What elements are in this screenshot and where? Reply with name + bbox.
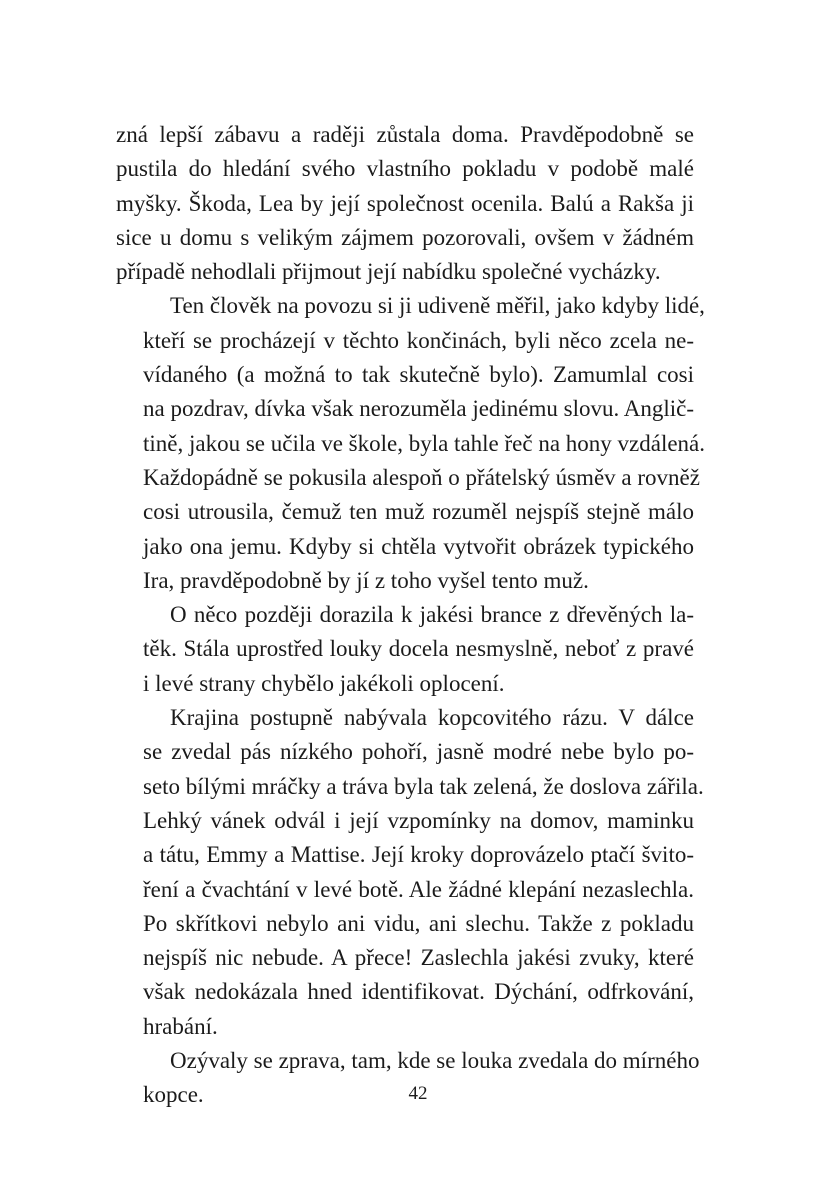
text-line: myšky. Škoda, Lea by její společnost ocenila. Balú a Rakša ji — [116, 190, 694, 216]
page-body — [116, 118, 706, 1113]
text-line: Krajina postupně nabývala kopcovitého rázu. V dálce — [170, 705, 694, 731]
text-line: Každopádně se pokusila alespoň o přátelský úsměv a rovněž — [143, 464, 700, 490]
text-line: Ten člověk na povozu si ji udiveně měřil, jako kdyby lidé, — [170, 293, 705, 319]
text-line: zná lepší zábavu a raději zůstala doma. Pravděpodobně se — [116, 122, 694, 147]
text-line: však nedokázala hned identifikovat. Dýchání, odfrkování, — [143, 979, 694, 1005]
text-line: i levé strany chybělo jakékoli oplocení. — [143, 670, 505, 696]
text-line: a tátu, Emmy a Mattise. Její kroky doprovázelo ptačí švito- — [143, 842, 694, 868]
text-line: Ira, pravděpodobně by jí z toho vyšel tento muž. — [143, 567, 589, 593]
text-line: Ozývaly se zprava, tam, kde se louka zvedala do mírného — [170, 1048, 700, 1074]
text-line: případě nehodlali přijmout její nabídku společné vycházky. — [116, 259, 661, 285]
text-line: O něco později dorazila k jakési brance z dřevěných la- — [170, 602, 694, 628]
text-line: hrabání. — [143, 1013, 218, 1039]
text-line: se zvedal pás nízkého pohoří, jasně modré nebe bylo po- — [143, 739, 694, 765]
text-line: vídaného (a možná to tak skutečně bylo). Zamumlal cosi — [143, 362, 694, 388]
text-line: kteří se procházejí v těchto končinách, byli něco zcela ne- — [143, 327, 694, 353]
text-line: sice u domu s velikým zájmem pozorovali, ovšem v žádném — [116, 224, 694, 250]
text-line: Lehký vánek odvál i její vzpomínky na domov, maminku — [143, 807, 694, 833]
paragraph-1 — [116, 118, 694, 289]
text-line: kopce. — [143, 1082, 204, 1108]
text-line: tině, jakou se učila ve škole, byla tahle řeč na hony vzdálená. — [143, 430, 706, 456]
text-line: cosi utrousila, čemuž ten muž rozuměl nejspíš stejně málo — [143, 499, 694, 525]
paragraph-3 — [116, 598, 694, 701]
text-line: jako ona jemu. Kdyby si chtěla vytvořit obrázek typického — [143, 533, 694, 559]
text-line: nejspíš nic nebude. A přece! Zaslechla jakési zvuky, které — [143, 945, 694, 971]
paragraph-2 — [116, 289, 706, 598]
text-line: pustila do hledání svého vlastního pokladu v podobě malé — [116, 156, 694, 182]
page-number: 42 — [408, 1083, 428, 1104]
paragraph-4 — [116, 701, 704, 1044]
text-line: na pozdrav, dívka však nerozuměla jedinému slovu. Anglič- — [143, 396, 694, 422]
text-line: Po skřítkovi nebylo ani vidu, ani slechu. Takže z pokladu — [143, 910, 694, 936]
text-line: ření a čvachtání v levé botě. Ale žádné klepání nezaslechla. — [143, 876, 694, 902]
text-line: těk. Stála uprostřed louky docela nesmyslně, neboť z pravé — [143, 636, 694, 662]
text-line: seto bílými mráčky a tráva byla tak zelená, že doslova zářila. — [143, 773, 704, 799]
